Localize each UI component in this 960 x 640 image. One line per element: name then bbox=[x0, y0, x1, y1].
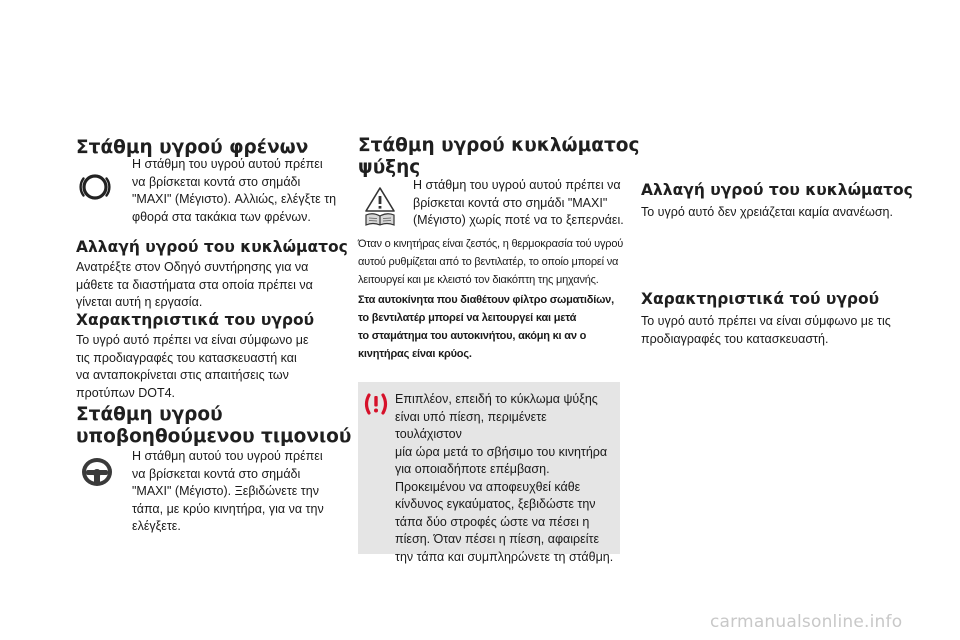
coolant-text: Η στάθμη του υγρού αυτού πρέπει να βρίσκεται κοντά στο σημάδι "MAXI" (Μέγιστο) χωρίς ποτέ να το ξεπερνάει. bbox=[413, 178, 624, 227]
footer-site-link[interactable]: carmanualsonline.info bbox=[710, 612, 903, 632]
brake-change-title: Αλλαγή υγρού του κυκλώματος bbox=[76, 238, 348, 256]
coolant-spec-title: Χαρακτηριστικά τού υγρού bbox=[641, 290, 880, 308]
steering-fluid-text: Η στάθμη αυτού του υγρού πρέπει να βρίσκεται κοντά στο σημάδι "MAXI" (Μέγιστο). Ξεβιδώνετε την τάπα, με κρύο κινητήρα, για να την ελέγξετε. bbox=[132, 449, 324, 533]
coolant-note: Όταν ο κινητήρας είναι ζεστός, η θερμοκρασία τού υγρού αυτού ρυθμίζεται από το βεντιλατέρ, το οποίο μπορεί να λειτουργεί και με κλειστό τον διακόπτη της μηχανής. bbox=[358, 238, 624, 286]
brake-fluid-text: Η στάθμη του υγρού αυτού πρέπει να βρίσκεται κοντά στο σημάδι "MAXI" (Μέγιστο). Αλλιώς, ελέγξτε τη φθορά στα τακάκια των φρένων. bbox=[132, 157, 337, 224]
coolant-change-text: Το υγρό αυτό δεν χρειάζεται καμία ανανέωση. bbox=[641, 205, 893, 219]
brake-spec-title: Χαρακτηριστικά του υγρού bbox=[76, 311, 315, 329]
steering-wheel-icon bbox=[80, 455, 114, 489]
coolant-title: Στάθμη υγρού κυκλώματος ψύξης bbox=[358, 135, 640, 178]
hazard-warning-icon bbox=[364, 392, 388, 416]
brake-spec-text: Το υγρό αυτό πρέπει να είναι σύμφωνο με τις προδιαγραφές του κατασκευαστή και να ανταποκρίνεται στις απαιτήσεις των προτύπων DOT4. bbox=[76, 333, 309, 400]
brake-fluid-title: Στάθμη υγρού φρένων bbox=[76, 137, 309, 158]
coolant-manual-icon bbox=[363, 185, 397, 227]
coolant-change-title: Αλλαγή υγρού του κυκλώματος bbox=[641, 181, 913, 199]
warning-text: Επιπλέον, επειδή το κύκλωμα ψύξης είναι υπό πίεση, περιμένετε τουλάχιστον μία ώρα μετά το σβήσιμο του κινητήρα για οποιαδήποτε επέμβαση. Προκειμένου να αποφευχθεί κάθε κίνδυνος εγκαύματος, ξεβιδώστε την τάπα δύο στροφές ώστε να πέσει η πίεση. Όταν πέσει η πίεση, αφαιρείτε την τάπα και συμπληρώνετε τη στάθμη. bbox=[395, 392, 614, 564]
brake-change-text: Ανατρέξτε στον Οδηγό συντήρησης για να μάθετε τα διαστήματα στα οποία πρέπει να γίνεται αυτή η εργασία. bbox=[76, 260, 313, 309]
coolant-spec-text: Το υγρό αυτό πρέπει να είναι σύμφωνο με τις προδιαγραφές του κατασκευαστή. bbox=[641, 314, 891, 346]
brake-warning-icon bbox=[78, 170, 112, 204]
warning-box bbox=[358, 382, 620, 564]
coolant-fan-note: Στα αυτοκίνητα που διαθέτουν φίλτρο σωματιδίων, το βεντιλατέρ μπορεί να λειτουργεί και μετά το σταμάτημα του αυτοκινήτου, ακόμη κι αν ο κινητήρας είναι κρύος. bbox=[358, 294, 614, 360]
steering-fluid-title: Στάθμη υγρού υποβοηθούμενου τιμονιού bbox=[76, 404, 352, 447]
